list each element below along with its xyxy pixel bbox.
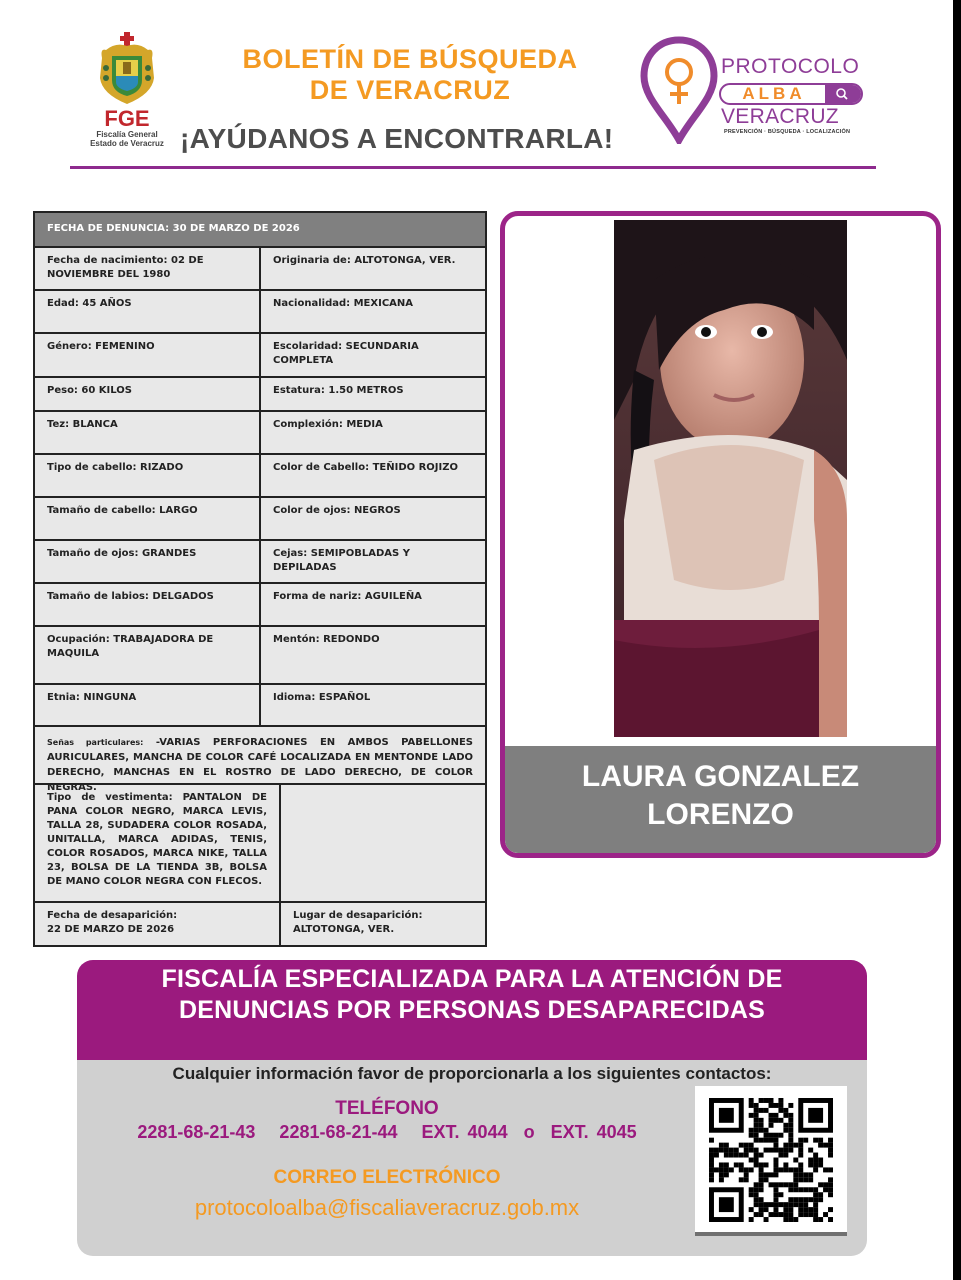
chin: Mentón: REDONDO — [273, 634, 380, 645]
fge-name-line2: Estado de Veracruz — [90, 139, 164, 148]
age: Edad: 45 AÑOS — [35, 291, 261, 332]
veracruz-crest-icon — [96, 32, 158, 106]
contact-intro: Cualquier información favor de proporcionarla a los siguientes contactos: — [172, 1064, 772, 1083]
table-row — [35, 727, 485, 793]
eye-color: Color de ojos: NEGROS — [273, 505, 401, 516]
person-details-table — [33, 211, 487, 947]
eye-size: Tamaño de ojos: GRANDES — [35, 541, 261, 582]
table-row — [35, 627, 485, 685]
table-row — [35, 584, 485, 627]
distinguishing-marks-label: Señas particulares: — [47, 738, 144, 747]
qr-code[interactable] — [695, 1086, 847, 1236]
fge-logo — [78, 32, 176, 148]
alba-veracruz-text: VERACRUZ — [721, 105, 839, 128]
hair-type: Tipo de cabello: RIZADO — [35, 455, 261, 496]
build: Complexión: MEDIA — [273, 419, 383, 430]
skin-tone: Tez: BLANCA — [35, 412, 261, 453]
alba-protocolo-text: PROTOCOLO — [721, 55, 860, 78]
nationality: Nacionalidad: MEXICANA — [273, 298, 414, 309]
alba-tagline: PREVENCIÓN · BÚSQUEDA · LOCALIZACIÓN — [724, 129, 851, 135]
phone-label: TELÉFONO — [335, 1098, 439, 1119]
table-row — [35, 291, 485, 334]
search-icon — [825, 85, 861, 103]
clothing: Tipo de vestimenta: PANTALON DE PANA COLOR NEGRO, MARCA LEVIS, TALLA 28, SUDADERA COLOR ROSADA, UNITALLA, MARCA ADIDAS, TENIS, COLOR ROSADOS, MARCA NIKE, TALLA 23, BOLSA DE LA TIENDA 3B, BOLSA DE MANO COLOR NEGRA CON FLECOS. — [35, 785, 281, 901]
hair-length: Tamaño de cabello: LARGO — [35, 498, 261, 539]
bulletin-subtitle: ¡AYÚDANOS A ENCONTRARLA! — [180, 123, 614, 154]
disappearance-place — [281, 903, 485, 945]
agency-name-line2: DENUNCIAS POR PERSONAS DESAPARECIDAS — [179, 996, 765, 1024]
table-row — [35, 248, 485, 291]
alba-search-bar — [719, 83, 863, 105]
agency-name-line1: FISCALÍA ESPECIALIZADA PARA LA ATENCIÓN DE — [161, 965, 783, 993]
fge-abbr: FGE — [104, 106, 150, 131]
table-row — [35, 785, 485, 903]
table-row — [35, 541, 485, 584]
fge-name-line1: Fiscalía General — [96, 130, 158, 139]
person-card — [500, 211, 941, 858]
disappearance-place-value: ALTOTONGA, VER. — [293, 924, 395, 935]
table-row — [35, 498, 485, 541]
lip-size: Tamaño de labios: DELGADOS — [35, 584, 261, 625]
email-label: CORREO ELECTRÓNICO — [273, 1167, 501, 1188]
table-row — [35, 412, 485, 455]
person-name — [505, 746, 936, 858]
report-date: FECHA DE DENUNCIA: 30 DE MARZO DE 2026 — [35, 213, 485, 248]
person-photo — [614, 220, 847, 737]
distinguishing-marks — [35, 727, 485, 793]
distinguishing-marks-value: -VARIAS PERFORACIONES EN AMBOS PABELLONES AURICULARES, MANCHA DE COLOR CAFÉ LOCALIZADA EN MENTONDE LADO DERECHO, MANCHAS EN EL ROSTRO DE LADO DERECHO, DE COLOR NEGRAS. — [47, 737, 474, 793]
empty-cell — [281, 785, 485, 901]
bulletin-title-line1: BOLETÍN DE BÚSQUEDA — [242, 44, 578, 74]
table-row — [35, 334, 485, 378]
hair-color: Color de Cabello: TEÑIDO ROJIZO — [273, 462, 458, 473]
table-row — [35, 455, 485, 498]
disappearance-date — [35, 903, 281, 945]
female-symbol-icon — [667, 60, 691, 104]
ethnicity: Etnia: NINGUNA — [35, 685, 261, 725]
table-row — [35, 378, 485, 412]
nose-shape: Forma de nariz: AGUILEÑA — [273, 591, 422, 602]
header-divider — [70, 166, 876, 169]
table-row — [35, 685, 485, 727]
origin: Originaria de: ALTOTONGA, VER. — [273, 255, 456, 266]
occupation: Ocupación: TRABAJADORA DE MAQUILA — [35, 627, 261, 683]
weight: Peso: 60 KILOS — [35, 378, 261, 410]
phone-numbers[interactable]: 2281-68-21-43 2281-68-21-44 EXT. 4044 o EXT. 4045 — [137, 1122, 637, 1142]
qr-code-icon — [709, 1098, 833, 1222]
location-pin-icon — [640, 36, 718, 144]
birth-date: Fecha de nacimiento: 02 DE NOVIEMBRE DEL 1980 — [35, 248, 261, 289]
height: Estatura: 1.50 METROS — [273, 385, 404, 396]
language: Idioma: ESPAÑOL — [273, 692, 371, 703]
gender: Género: FEMENINO — [35, 334, 261, 376]
education: Escolaridad: SECUNDARIA COMPLETA — [273, 341, 419, 366]
disappearance-place-label: Lugar de desaparición: — [293, 910, 423, 921]
disappearance-date-value: 22 DE MARZO DE 2026 — [47, 924, 175, 935]
header — [0, 0, 953, 175]
agency-banner — [77, 960, 867, 1060]
person-name-line2: LORENZO — [647, 798, 794, 831]
edge-strip — [953, 0, 961, 1280]
disappearance-date-label: Fecha de desaparición: — [47, 910, 178, 921]
eyebrows: Cejas: SEMIPOBLADAS Y DEPILADAS — [273, 548, 410, 573]
table-row — [35, 903, 485, 945]
bulletin-title — [200, 44, 620, 106]
protocolo-alba-logo — [638, 34, 868, 144]
alba-word: ALBA — [742, 84, 806, 103]
contact-panel — [77, 1060, 867, 1256]
bulletin-title-line2: DE VERACRUZ — [309, 75, 511, 105]
email-link[interactable]: protocoloalba@fiscaliaveracruz.gob.mx — [194, 1195, 580, 1220]
person-name-line1: LAURA GONZALEZ — [581, 760, 860, 793]
